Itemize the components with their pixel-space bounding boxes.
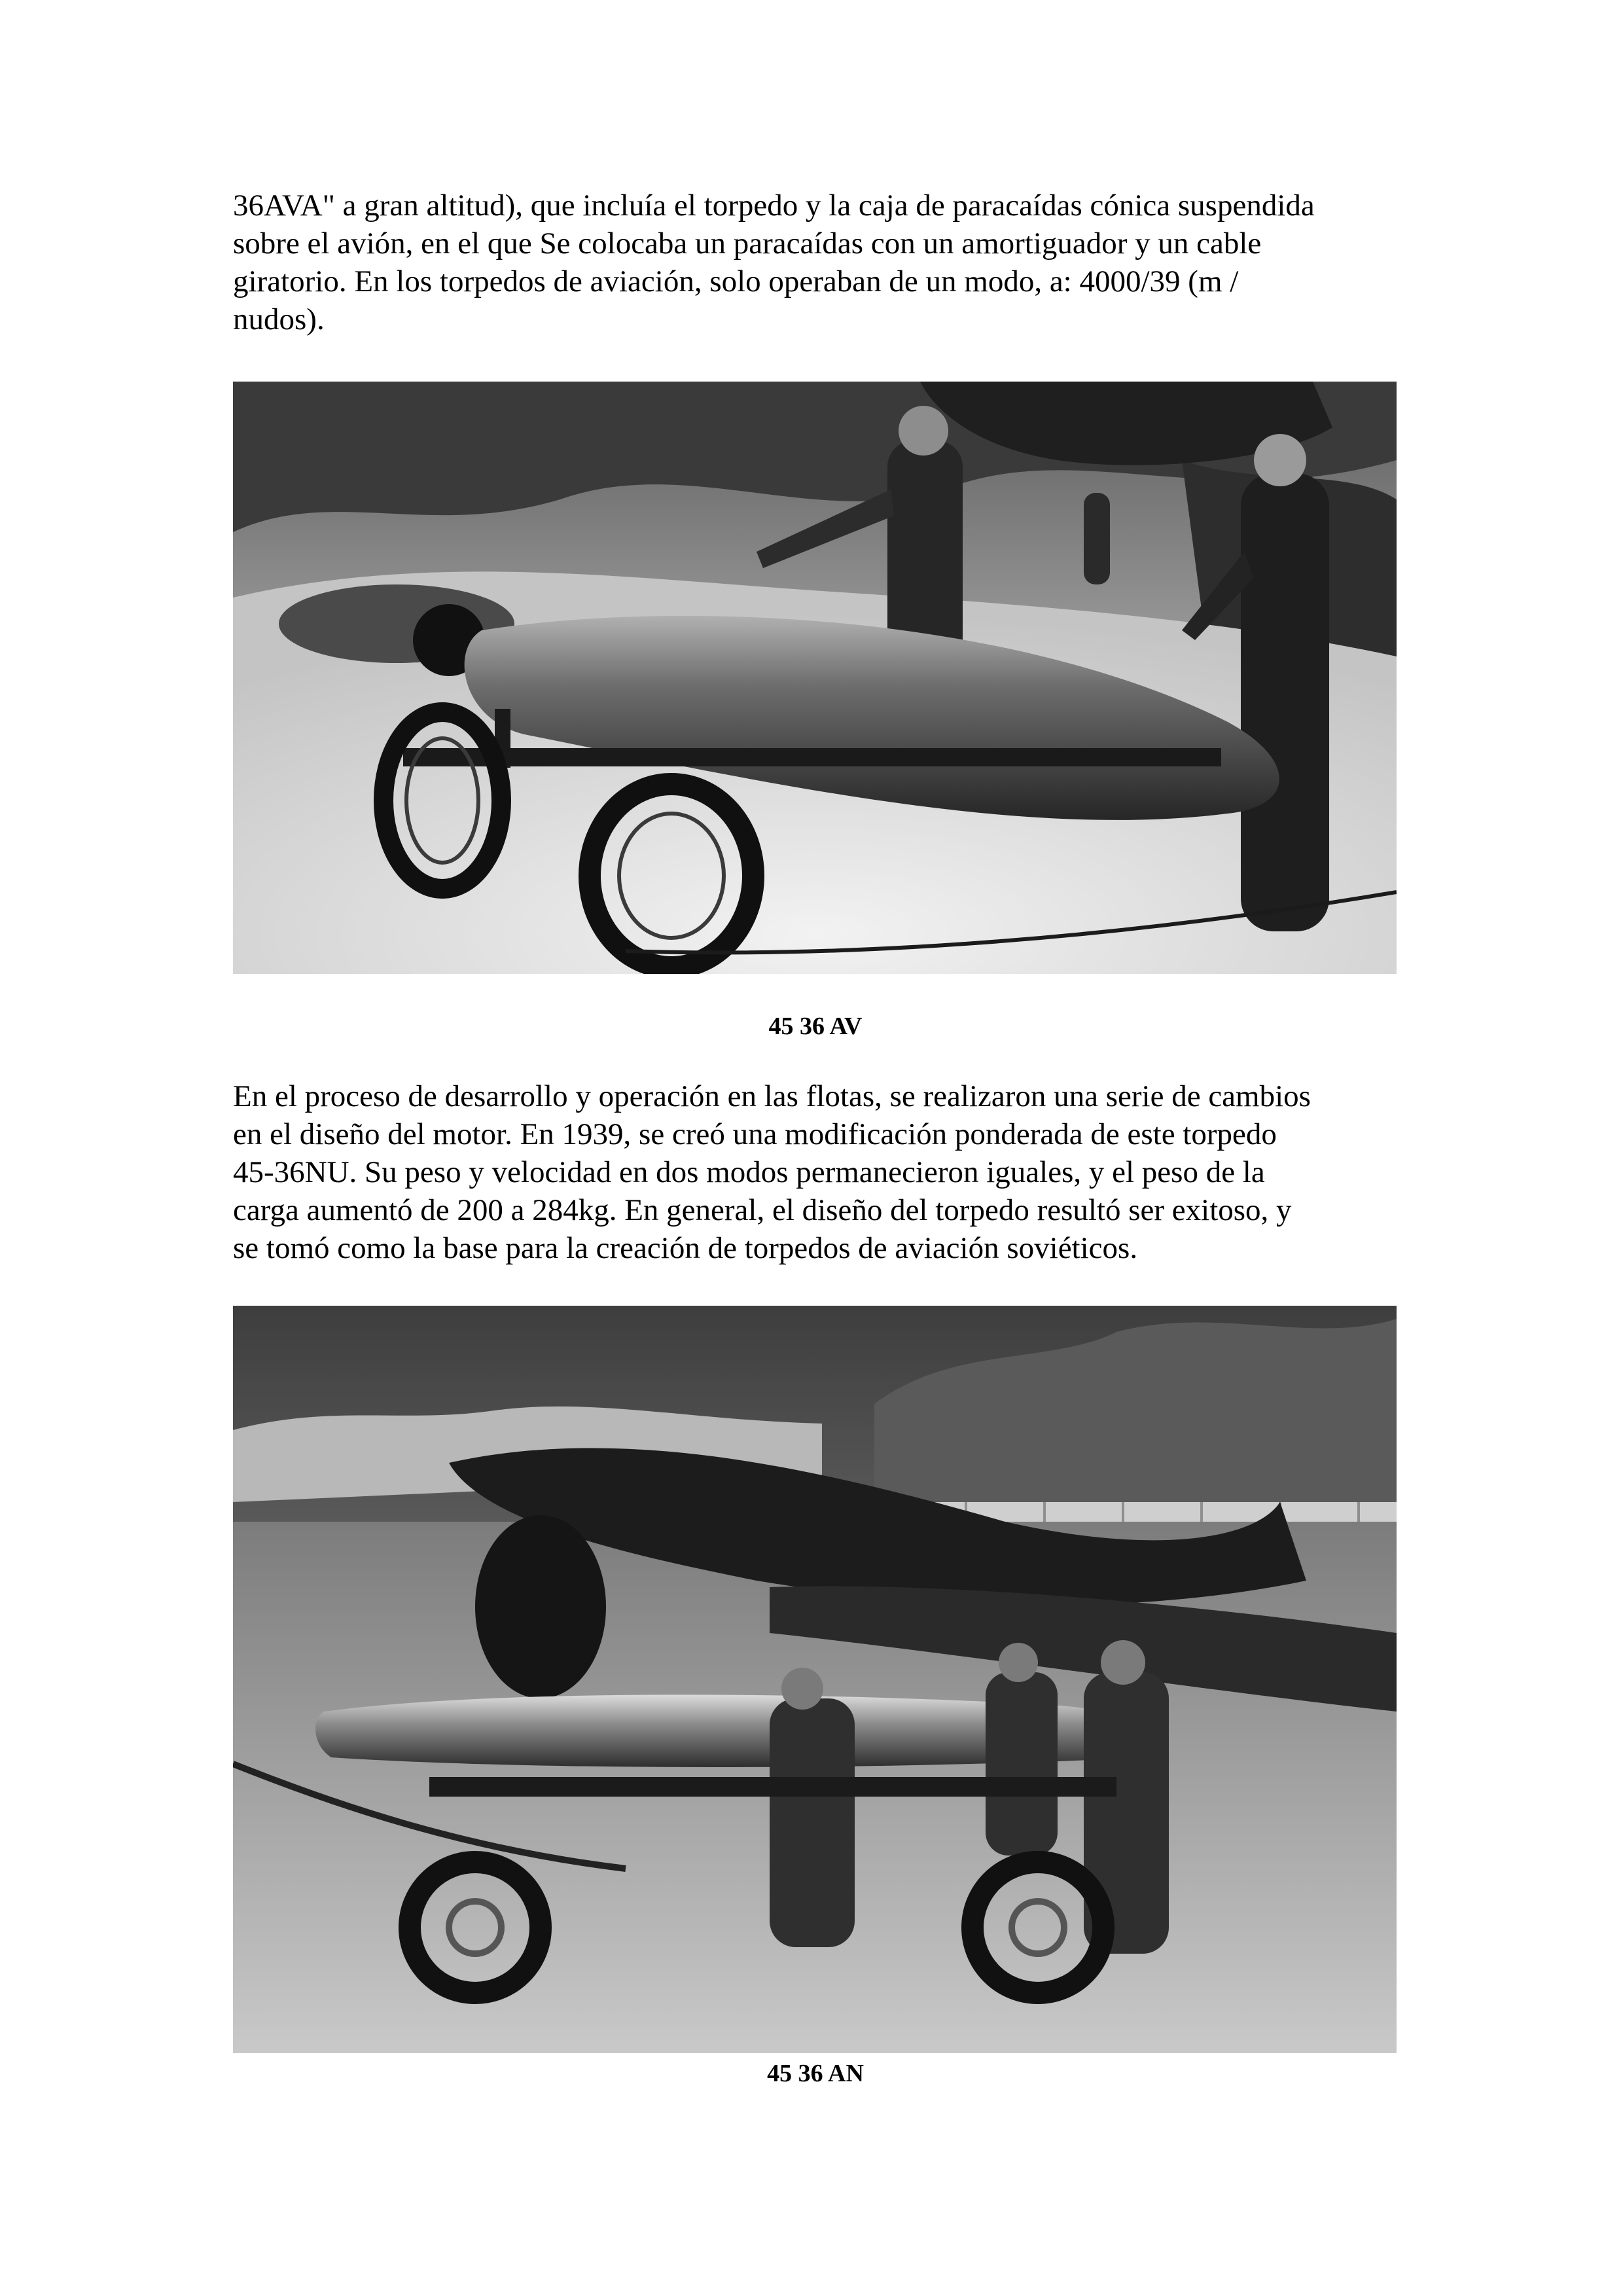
photo-torpedo-trolley-image — [233, 382, 1397, 974]
text-line: sobre el avión, en el que Se colocaba un paracaídas con un amortiguador y un cable — [233, 226, 1262, 260]
text-line: nudos). — [233, 302, 325, 336]
text-line: 36AVA" a gran altitud), que incluía el torpedo y la caja de paracaídas cónica suspendida — [233, 188, 1315, 223]
figure-caption: 45 36 AN — [767, 2060, 864, 2087]
photo-aircraft-torpedo-loading — [233, 1306, 1397, 2053]
figure-caption: 45 36 AV — [768, 1013, 863, 1040]
paragraph-intro — [233, 187, 1398, 338]
photo-aircraft-torpedo-loading-image — [233, 1306, 1397, 2053]
text-line: En el proceso de desarrollo y operación en las flotas, se realizaron una serie de cambios — [233, 1079, 1311, 1113]
text-line: carga aumentó de 200 a 284kg. En general, el diseño del torpedo resultó ser exitoso, y — [233, 1193, 1292, 1227]
photo-torpedo-trolley — [233, 382, 1397, 974]
text-line: 45-36NU. Su peso y velocidad en dos modos permanecieron iguales, y el peso de la — [233, 1155, 1265, 1189]
text-line: se tomó como la base para la creación de torpedos de aviación soviéticos. — [233, 1231, 1138, 1265]
paragraph-development — [233, 1077, 1398, 1267]
text-line: giratorio. En los torpedos de aviación, solo operaban de un modo, a: 4000/39 (m / — [233, 264, 1239, 298]
text-line: en el diseño del motor. En 1939, se creó una modificación ponderada de este torpedo — [233, 1117, 1277, 1151]
